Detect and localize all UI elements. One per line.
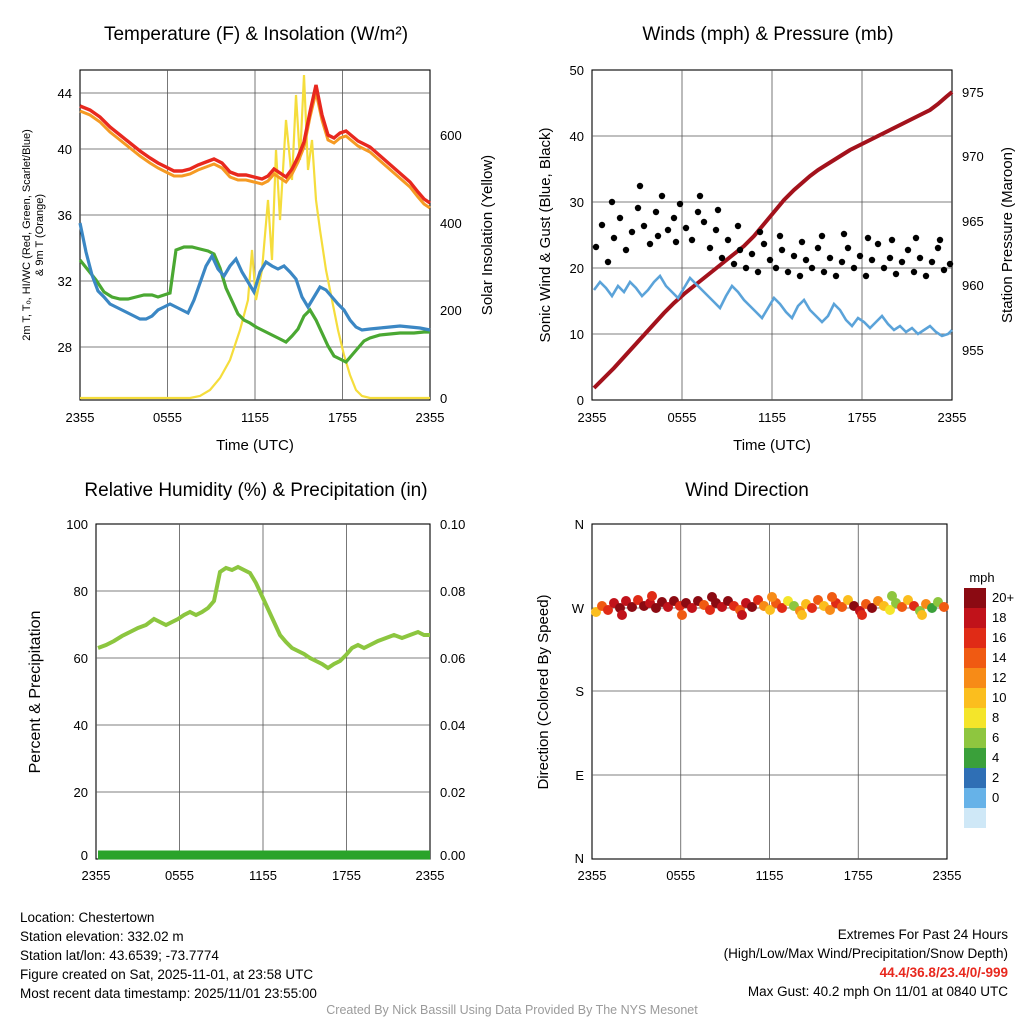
wind-rtick-960: 960 (962, 278, 984, 293)
winds-chart (512, 0, 1024, 470)
dir-ytick-n-bottom: N (574, 851, 584, 866)
legend-label-8: 8 (992, 710, 1000, 725)
wind-ytick-20: 20 (569, 261, 584, 276)
wind-xlabel: Time (UTC) (733, 437, 811, 454)
temp-xlabel: Time (UTC) (216, 437, 294, 454)
temp-ylabel-left: 2m T, Tₒ, HI/WC (Red, Green, Scarlet/Blue) (21, 129, 33, 341)
wind-xtick-2: 1155 (758, 410, 786, 425)
dir-ytick-e: E (575, 768, 584, 783)
rh-ytick-40: 40 (73, 718, 88, 733)
winddir-chart (512, 460, 1024, 900)
legend-colorbar (964, 588, 986, 828)
dir-ytick-n-top: N (574, 517, 584, 532)
rh-ytick-80: 80 (73, 584, 88, 599)
temp-rtick-200: 200 (440, 303, 462, 318)
temp-ytick-28: 28 (57, 340, 72, 355)
temp-xtick-2: 1155 (241, 410, 269, 425)
temp-ytick-36: 36 (57, 208, 72, 223)
temperature-chart (0, 0, 512, 470)
wind-xtick-3: 1755 (847, 410, 877, 425)
rh-ytick-60: 60 (73, 651, 88, 666)
rh-rtick-006: 0.06 (440, 651, 466, 666)
rh-ytick-100: 100 (66, 517, 88, 532)
rh-rtick-004: 0.04 (440, 718, 466, 733)
dir-ytick-s: S (575, 684, 584, 699)
dir-xtick-0: 2355 (577, 868, 607, 883)
humidity-chart (0, 460, 512, 900)
legend-label-14: 14 (992, 650, 1007, 665)
panel-wind-direction (512, 460, 1024, 900)
panel-winds (512, 0, 1024, 470)
wind-xtick-0: 2355 (577, 410, 607, 425)
wind-ytick-40: 40 (569, 129, 584, 144)
rh-ylabel-left: Percent & Precipitation (27, 610, 44, 774)
wind-ytick-50: 50 (569, 63, 584, 78)
temp-ytick-44: 44 (57, 86, 72, 101)
legend-title: mph (969, 570, 995, 585)
legend-label-12: 12 (992, 670, 1007, 685)
wind-rtick-955: 955 (962, 343, 984, 358)
dir-xtick-3: 1755 (843, 868, 873, 883)
winds-title: Winds (mph) & Pressure (mb) (642, 24, 894, 45)
extremes-values: 44.4/36.8/23.4/0/-999 (879, 965, 1008, 980)
rh-rtick-002: 0.02 (440, 785, 466, 800)
rh-rtick-000: 0.00 (440, 848, 466, 863)
direction-scatter (591, 591, 949, 620)
rh-xtick-4: 2355 (415, 868, 445, 883)
dir-xtick-2: 1155 (755, 868, 784, 883)
extremes-subtitle: (High/Low/Max Wind/Precipitation/Snow Depth) (723, 946, 1008, 961)
rh-rtick-008: 0.08 (440, 584, 466, 599)
legend-label-6: 6 (992, 730, 1000, 745)
legend-label-10: 10 (992, 690, 1007, 705)
dir-ytick-w: W (571, 601, 584, 616)
temp-ytick-32: 32 (57, 274, 72, 289)
temp-ytick-40: 40 (57, 142, 72, 157)
temp-ylabel-right: Solar Insolation (Yellow) (479, 154, 496, 316)
credit-line: Created By Nick Bassill Using Data Provided By The NYS Mesonet (326, 1003, 698, 1017)
footer-created: Figure created on Sat, 2025-11-01, at 23:58 UTC (20, 967, 314, 982)
wind-xtick-4: 2355 (937, 410, 967, 425)
extremes-title: Extremes For Past 24 Hours (837, 927, 1008, 942)
legend-label-4: 4 (992, 750, 1000, 765)
rh-xtick-3: 1755 (332, 868, 361, 883)
max-gust: Max Gust: 40.2 mph On 11/01 at 0840 UTC (747, 984, 1008, 999)
wind-rtick-965: 965 (962, 214, 984, 229)
legend-label-0: 0 (992, 790, 1000, 805)
temp-xtick-0: 2355 (65, 410, 95, 425)
footer-latlon: Station lat/lon: 43.6539; -73.7774 (20, 948, 219, 963)
wind-rtick-975: 975 (962, 85, 984, 100)
dir-ylabel-left: Direction (Colored By Speed) (535, 594, 552, 790)
temp-xtick-4: 2355 (415, 410, 445, 425)
footer-extremes (724, 925, 1008, 1001)
legend-label-20: 20+ (992, 590, 1015, 605)
temp-xtick-1: 0555 (153, 410, 182, 425)
rh-xtick-1: 0555 (165, 868, 194, 883)
temp-ylabel-left2: & 9m T (Orange) (34, 193, 46, 277)
rh-xtick-0: 2355 (81, 868, 111, 883)
wind-ytick-10: 10 (569, 327, 584, 342)
humidity-title: Relative Humidity (%) & Precipitation (in) (84, 480, 428, 501)
wind-ytick-30: 30 (569, 195, 584, 210)
rh-rtick-010: 0.10 (440, 517, 466, 532)
temp-rtick-400: 400 (440, 216, 462, 231)
gust-scatter (593, 183, 953, 279)
temp-xtick-3: 1755 (328, 410, 357, 425)
footer-recent: Most recent data timestamp: 2025/11/01 23:55:00 (20, 986, 317, 1001)
panel-humidity (0, 460, 512, 900)
footer-location: Location: Chestertown (20, 910, 155, 925)
legend-label-2: 2 (992, 770, 1000, 785)
rh-ytick-0: 0 (80, 848, 88, 863)
temp-rtick-0: 0 (440, 391, 448, 406)
dir-xtick-1: 0555 (666, 868, 696, 883)
footer-elevation: Station elevation: 332.02 m (20, 929, 184, 944)
wind-rtick-970: 970 (962, 149, 984, 164)
wind-ylabel-left: Sonic Wind & Gust (Blue, Black) (537, 127, 554, 343)
temperature-title: Temperature (F) & Insolation (W/m²) (103, 24, 409, 45)
rh-xtick-2: 1155 (249, 868, 277, 883)
wind-xtick-1: 0555 (667, 410, 697, 425)
footer-metadata (20, 908, 317, 1003)
legend-label-18: 18 (992, 610, 1007, 625)
winddir-title: Wind Direction (685, 480, 809, 501)
rh-ytick-20: 20 (73, 785, 88, 800)
legend-label-16: 16 (992, 630, 1007, 645)
wind-ylabel-right: Station Pressure (Maroon) (999, 147, 1016, 323)
panel-temperature (0, 0, 512, 470)
dir-xtick-4: 2355 (932, 868, 962, 883)
temp-rtick-600: 600 (440, 128, 462, 143)
wind-ytick-0: 0 (576, 393, 584, 408)
